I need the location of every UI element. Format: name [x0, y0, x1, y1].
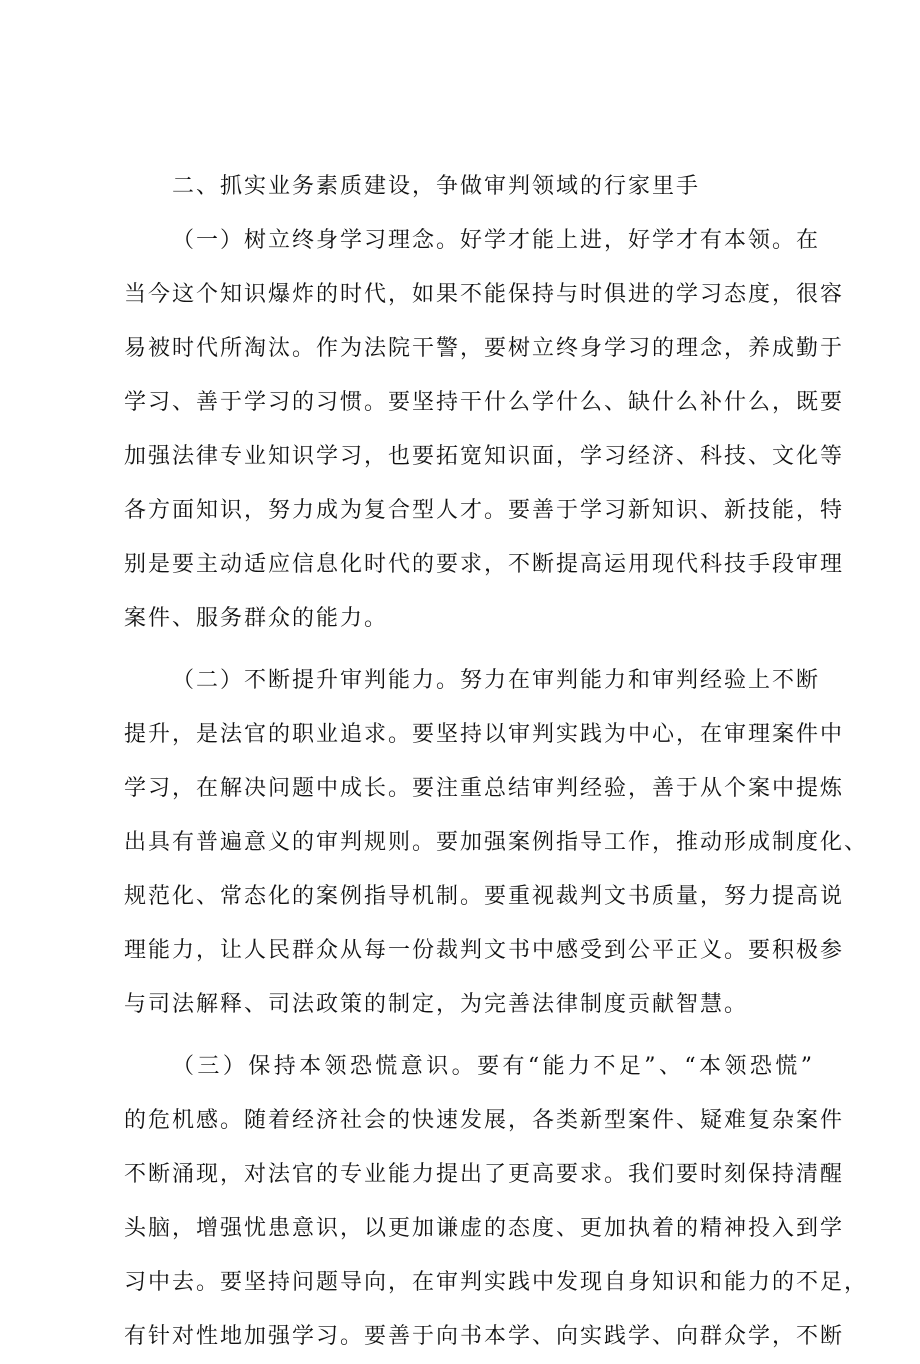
paragraph-line: 与司法解释、司法政策的制定，为完善法律制度贡献智慧。	[124, 992, 749, 1017]
paragraph-line: 学习、善于学习的习惯。要坚持干什么学什么、缺什么补什么，既要	[124, 390, 845, 415]
paragraph-line: 理能力，让人民群众从每一份裁判文书中感受到公平正义。要积极参	[124, 938, 845, 963]
paragraph-line: 学习，在解决问题中成长。要注重总结审判经验，善于从个案中提炼	[124, 776, 845, 801]
paragraph-line: （二）不断提升审判能力。努力在审判能力和审判经验上不断	[172, 668, 821, 693]
paragraph-line: 各方面知识，努力成为复合型人才。要善于学习新知识、新技能，特	[124, 498, 845, 523]
paragraph-line: （一）树立终身学习理念。好学才能上进，好学才有本领。在	[172, 228, 821, 253]
paragraph-line: 有针对性地加强学习。要善于向书本学、向实践学、向群众学，不断	[124, 1324, 845, 1349]
paragraph-line: 别是要主动适应信息化时代的要求，不断提高运用现代科技手段审理	[124, 552, 845, 577]
paragraph-gap	[124, 646, 814, 654]
paragraph-line: 规范化、常态化的案例指导机制。要重视裁判文书质量，努力提高说	[124, 884, 845, 909]
document-body	[124, 160, 869, 1364]
paragraph-line: 出具有普遍意义的审判规则。要加强案例指导工作，推动形成制度化、	[124, 830, 869, 855]
paragraph-gap	[124, 1032, 814, 1040]
paragraph-line: 易被时代所淘汰。作为法院干警，要树立终身学习的理念，养成勤于	[124, 336, 845, 361]
paragraph-line: 提升，是法官的职业追求。要坚持以审判实践为中心，在审理案件中	[124, 722, 845, 747]
paragraph-line: 的危机感。随着经济社会的快速发展，各类新型案件、疑难复杂案件	[124, 1108, 845, 1133]
section-heading: 二、抓实业务素质建设，争做审判领域的行家里手	[172, 174, 701, 199]
paragraph-line: 不断涌现，对法官的专业能力提出了更高要求。我们要时刻保持清醒	[124, 1162, 845, 1187]
paragraph-line: 当今这个知识爆炸的时代，如果不能保持与时俱进的学习态度，很容	[124, 282, 845, 307]
paragraph-line: 头脑，增强忧患意识，以更加谦虚的态度、更加执着的精神投入到学	[124, 1216, 845, 1241]
paragraph-line: 加强法律专业知识学习，也要拓宽知识面，学习经济、科技、文化等	[124, 444, 845, 469]
paragraph-line: （三）保持本领恐慌意识。要有“能力不足”、“本领恐慌”	[172, 1054, 814, 1079]
paragraph-line: 习中去。要坚持问题导向，在审判实践中发现自身知识和能力的不足，	[124, 1270, 869, 1295]
paragraph-line: 案件、服务群众的能力。	[124, 606, 389, 631]
